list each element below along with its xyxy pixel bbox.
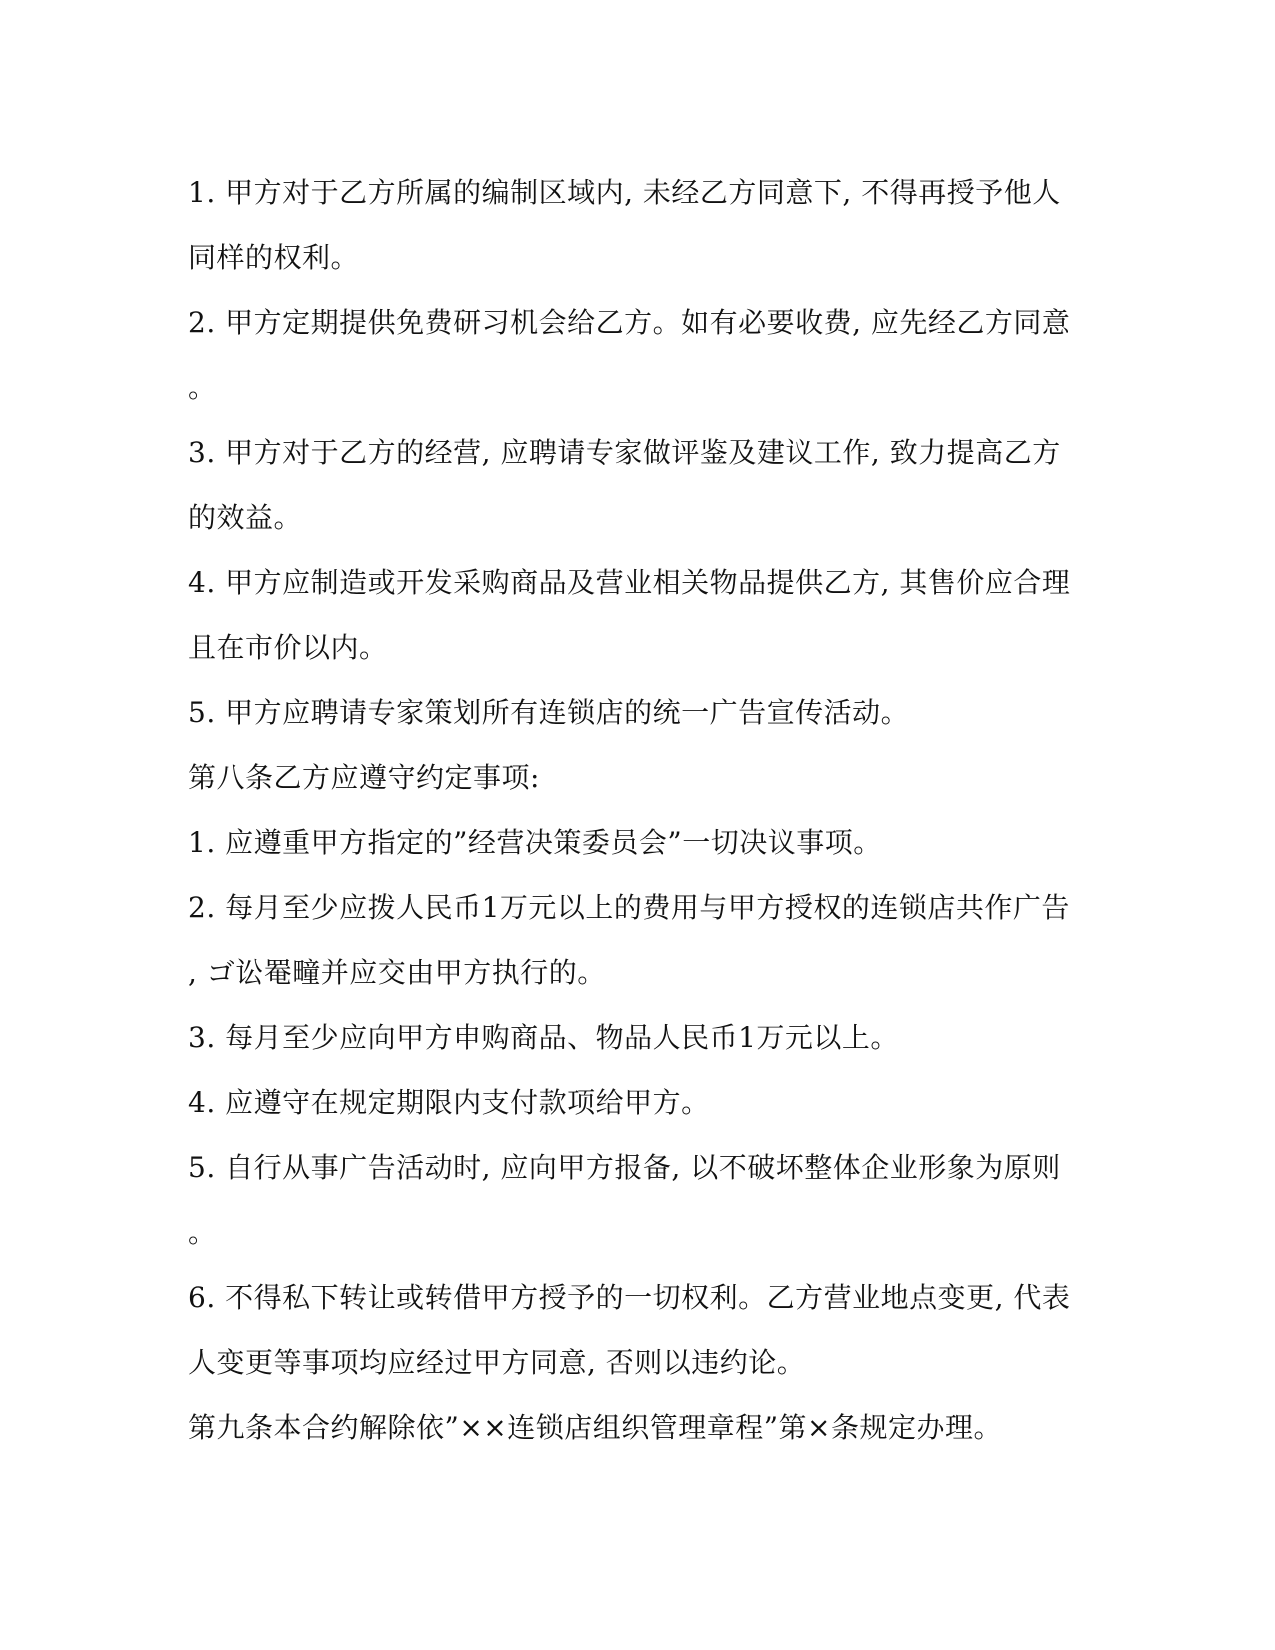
text-line: , ゴ讼罨疃并应交由甲方执行的。	[188, 956, 606, 989]
text-line: 4. 甲方应制造或开发采购商品及营业相关物品提供乙方, 其售价应合理	[188, 566, 1071, 599]
text-line: 2. 每月至少应拨人民币1万元以上的费用与甲方授权的连锁店共作广告	[188, 891, 1070, 924]
text-line: 同样的权利。	[188, 241, 360, 274]
section-heading: 第八条乙方应遵守约定事项:	[188, 761, 540, 794]
text-line: 3. 甲方对于乙方的经营, 应聘请专家做评鉴及建议工作, 致力提高乙方	[188, 436, 1061, 469]
text-line: 的效益。	[188, 501, 303, 534]
text-line: 1. 应遵重甲方指定的”经营决策委员会”一切决议事项。	[188, 826, 882, 859]
text-line: 1. 甲方对于乙方所属的编制区域内, 未经乙方同意下, 不得再授予他人	[188, 176, 1061, 209]
document-body	[188, 160, 1088, 1460]
text-line: 2. 甲方定期提供免费研习机会给乙方。如有必要收费, 应先经乙方同意	[188, 306, 1071, 339]
text-line: 3. 每月至少应向甲方申购商品、物品人民币1万元以上。	[188, 1021, 899, 1054]
text-line: 4. 应遵守在规定期限内支付款项给甲方。	[188, 1086, 710, 1119]
text-line: 5. 甲方应聘请专家策划所有连锁店的统一广告宣传活动。	[188, 696, 910, 729]
text-line: 且在市价以内。	[188, 631, 388, 664]
text-line: 6. 不得私下转让或转借甲方授予的一切权利。乙方营业地点变更, 代表	[188, 1281, 1071, 1314]
section-heading: 第九条本合约解除依”××连锁店组织管理章程”第×条规定办理。	[188, 1411, 1003, 1444]
text-line: 。	[188, 371, 217, 404]
text-line: 5. 自行从事广告活动时, 应向甲方报备, 以不破坏整体企业形象为原则	[188, 1151, 1061, 1184]
text-line: 。	[188, 1216, 217, 1249]
text-line: 人变更等事项均应经过甲方同意, 否则以违约论。	[188, 1346, 806, 1379]
